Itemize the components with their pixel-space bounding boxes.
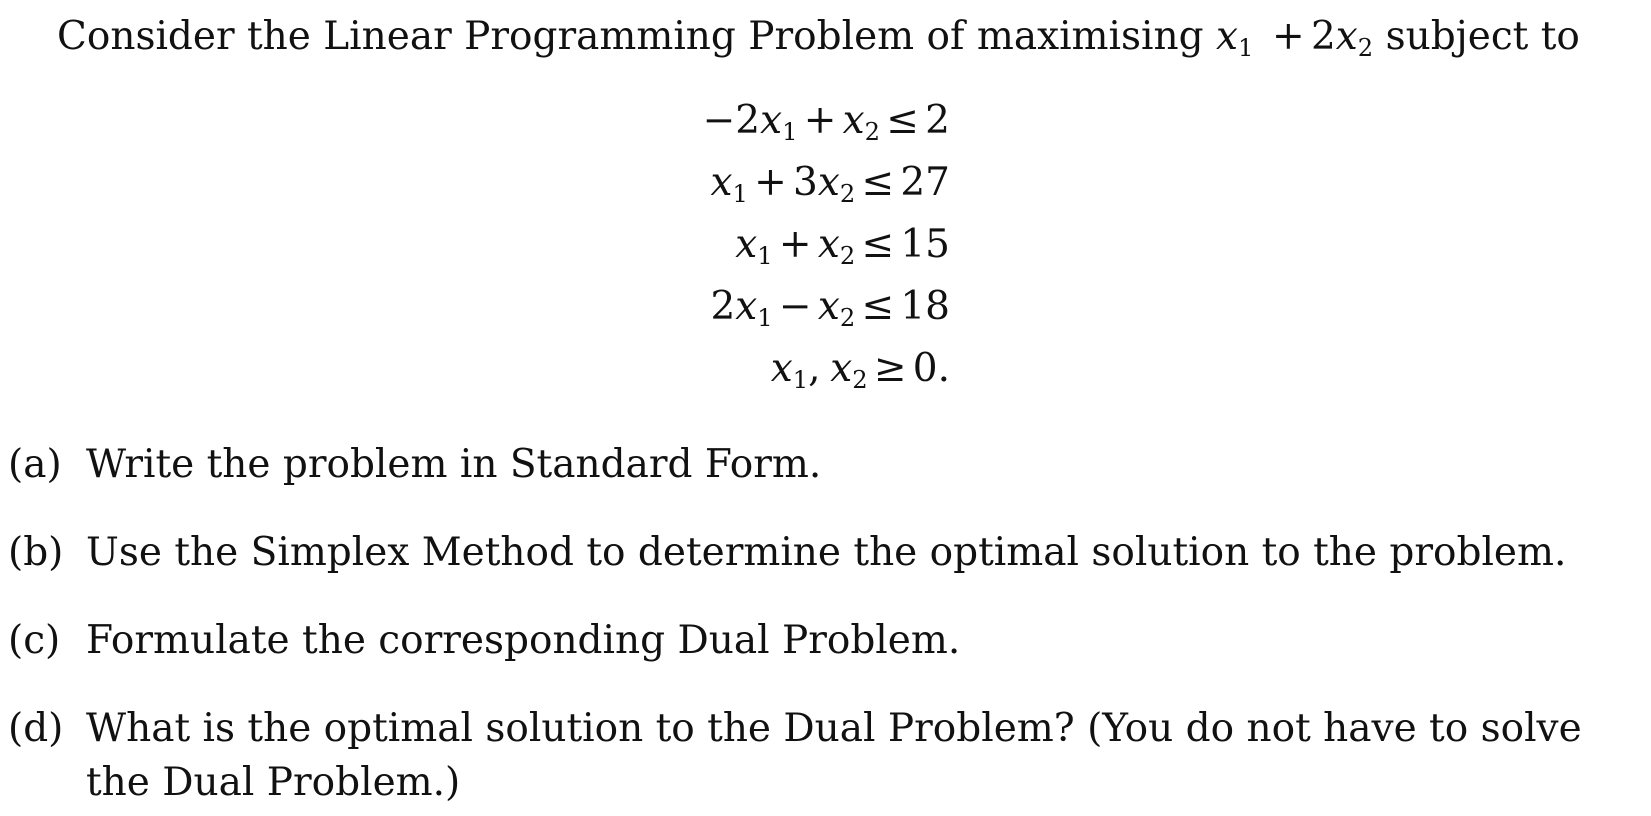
constraint-x2-subscript: 2 [864,117,881,146]
constraint-rhs: 18 [900,284,950,329]
constraint-x1: x [735,222,758,267]
constraint-prefix: −2 [702,98,761,143]
constraint-row [735,216,950,274]
constraint-operator: − [778,284,812,329]
constraint-x2: x [817,160,840,205]
constraint-x2: x [817,284,840,329]
constraint-x1: x [760,98,783,143]
constraint-x1: x [710,160,733,205]
constraint-rhs: 2 [925,98,950,143]
question-label: (b) [8,530,64,575]
constraint-prefix: 2 [710,284,736,329]
constraint-x2: x [830,346,853,391]
constraint-x2-subscript: 2 [852,365,868,394]
constraint-separator: , [808,346,821,391]
objective-function [1215,14,1386,62]
constraint-x2-subscript: 2 [839,179,856,208]
objective-x2-subscript: 2 [1357,33,1374,62]
constraint-relation: ≤ [886,98,919,143]
constraint-rhs: 27 [900,160,950,205]
constraint-x1: x [735,284,758,329]
constraint-rhs: 0. [912,346,950,391]
constraint-x2-subscript: 2 [839,303,856,332]
constraint-operator: + [778,222,812,267]
objective-x2: x [1335,14,1358,59]
constraint-x2: x [842,98,865,143]
constraint-x1-subscript: 1 [757,241,773,270]
problem-intro-suffix: subject to [1385,14,1580,59]
question-text: What is the optimal solution to the Dual Problem? (You do not have to solve the Dual Problem.) [86,706,1582,805]
constraint-relation: ≤ [861,284,895,329]
constraint-rhs: 15 [900,222,950,267]
constraint-x1-subscript: 1 [757,303,773,332]
objective-plus: + [1272,14,1305,59]
constraint-middle-coefficient: 3 [792,160,818,205]
objective-x1-subscript: 1 [1237,33,1254,62]
objective-x2-coefficient: 2 [1310,14,1336,59]
question-text: Use the Simplex Method to determine the optimal solution to the problem. [86,530,1567,575]
constraint-row [771,340,950,398]
constraint-x1-subscript: 1 [792,365,809,394]
constraint-x2-subscript: 2 [839,241,856,270]
constraint-x1: x [770,346,793,391]
constraint-relation: ≤ [861,160,895,205]
constraint-relation: ≤ [861,222,895,267]
constraint-row [710,154,950,212]
problem-statement [57,10,1580,75]
question-label: (a) [8,442,62,487]
constraint-row [703,92,950,150]
question-label: (c) [8,618,61,663]
constraint-relation: ≥ [873,346,907,391]
objective-x1: x [1215,14,1238,59]
question-text: Write the problem in Standard Form. [86,442,822,487]
constraint-x1-subscript: 1 [732,179,748,208]
constraint-row [710,278,950,336]
constraint-x2: x [817,222,840,267]
constraint-operator: + [803,98,837,143]
question-text: Formulate the corresponding Dual Problem. [86,618,961,663]
constraint-x1-subscript: 1 [782,117,798,146]
problem-intro-prefix: Consider the Linear Programming Problem of maximising [57,14,1204,59]
constraint-operator: + [754,160,787,205]
question-label: (d) [8,706,64,751]
